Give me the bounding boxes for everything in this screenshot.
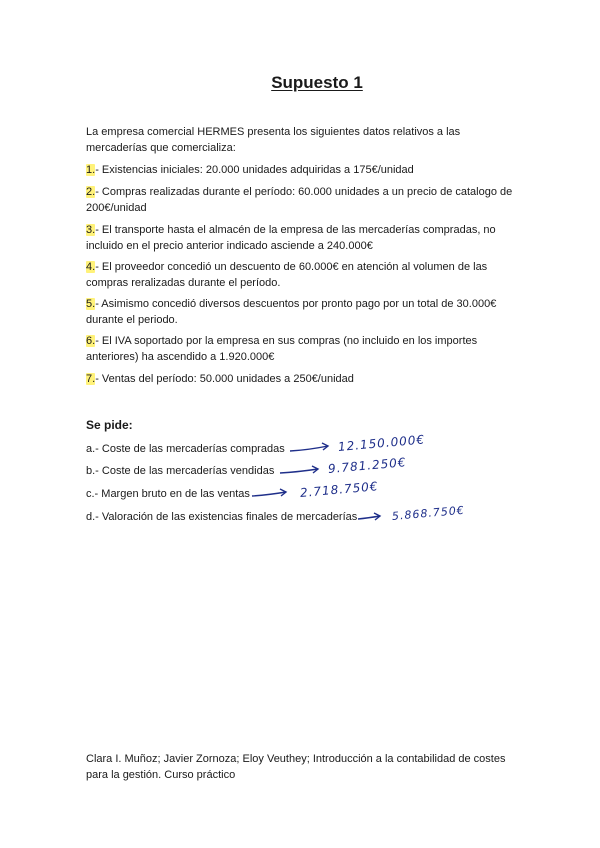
list-item <box>86 185 516 216</box>
arrow-right-icon <box>288 440 332 456</box>
item-number: 3. <box>86 224 96 236</box>
item-number: 4. <box>86 261 96 273</box>
question-c: c.- Margen bruto en de las ventas <box>86 488 250 500</box>
page-title: Supuesto 1 <box>271 73 363 92</box>
list-item <box>86 260 516 291</box>
question-a: a.- Coste de las mercaderías compradas <box>86 443 285 455</box>
answer-a: 12.150.000€ <box>337 432 426 454</box>
arrow-right-icon <box>250 485 292 501</box>
question-d: d.- Valoración de las existencias finales de mercaderías <box>86 511 358 523</box>
answer-d: 5.868.750€ <box>391 503 466 523</box>
footer-citation: Clara I. Muñoz; Javier Zornoza; Eloy Veuthey; Introducción a la contabilidad de costes para la gestión. Curso práctico <box>86 753 506 781</box>
question-b: b.- Coste de las mercaderías vendidas <box>86 465 275 477</box>
item-number: 5. <box>86 298 96 310</box>
arrow-right-icon <box>278 462 322 478</box>
list-item <box>86 163 516 179</box>
intro-paragraph: La empresa comercial HERMES presenta los siguientes datos relativos a las mercaderías que comercializa: <box>86 126 461 154</box>
list-item <box>86 334 516 365</box>
answer-b: 9.781.250€ <box>327 455 408 476</box>
item-text: - Existencias iniciales: 20.000 unidades adquiridas a 175€/unidad <box>95 164 414 176</box>
arrow-right-icon <box>356 508 386 524</box>
item-text: - El proveedor concedió un descuento de 60.000€ en atención al volumen de las compras reralizadas durante el período. <box>86 261 488 289</box>
item-text: - Ventas del período: 50.000 unidades a 250€/unidad <box>95 373 354 385</box>
item-text: - Compras realizadas durante el período: 60.000 unidades a un precio de catalogo de 200€/unidad <box>86 186 513 214</box>
se-pide-heading: Se pide: <box>86 418 133 432</box>
item-number: 6. <box>86 335 96 347</box>
answer-c: 2.718.750€ <box>299 479 380 500</box>
item-text: - El IVA soportado por la empresa en sus compras (no incluido en los importes anteriores) ha ascendido a 1.920.000€ <box>86 335 478 363</box>
item-number: 2. <box>86 186 96 198</box>
list-item <box>86 372 516 388</box>
list-item <box>86 297 516 328</box>
item-text: - Asimismo concedió diversos descuentos por pronto pago por un total de 30.000€ durante el periodo. <box>86 298 497 326</box>
item-number: 7. <box>86 373 96 385</box>
item-number: 1. <box>86 164 96 176</box>
list-item <box>86 223 516 254</box>
item-text: - El transporte hasta el almacén de la empresa de las mercaderías compradas, no incluido en el precio anterior indicado asciende a 240.000€ <box>86 224 496 252</box>
